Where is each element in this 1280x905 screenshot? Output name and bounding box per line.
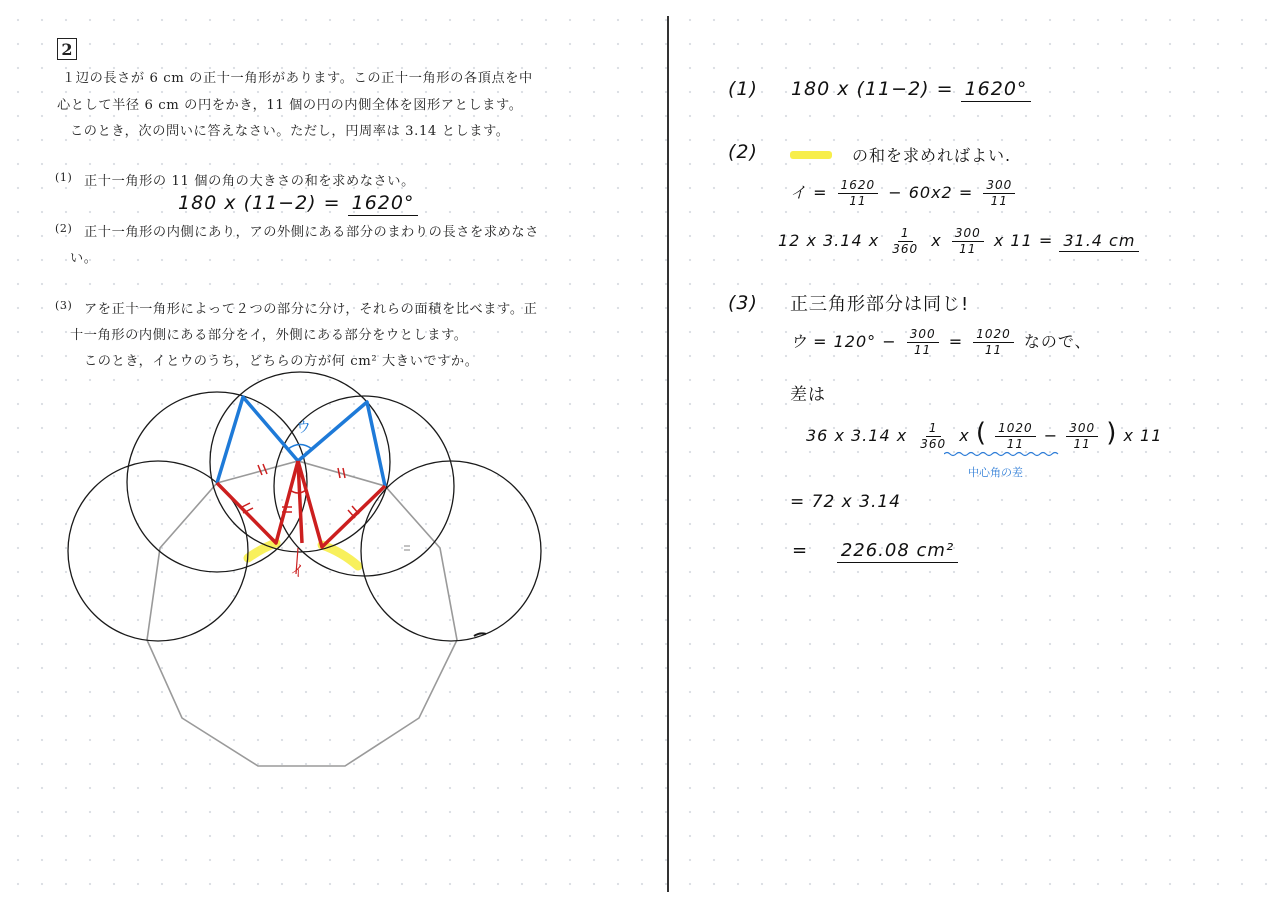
q2-line-1: 正十一角形の内側にあり，アの外側にある部分のまわりの長さを求めなさ	[84, 225, 539, 240]
page-divider	[667, 16, 669, 892]
s2-line1: イ = $\frac{1620}{11}$ − 60x2 = $\frac{300}{11}$	[790, 178, 1019, 209]
s2-label: (2)	[728, 141, 758, 163]
q2-number: (2)	[55, 222, 73, 235]
q2-line-2: い。	[70, 251, 98, 266]
s3-line3: 36 x 3.14 x $\frac{1}{360}$ x ( $\frac{1020}{11}$ − $\frac{300}{11}$ ) x 11	[806, 418, 1163, 451]
highlight-arc-left	[248, 543, 276, 558]
s3-answer: 226.08 cm²	[837, 540, 958, 563]
q3-line-3: このとき，イとウのうち，どちらの方が何 cm² 大きいですか。	[84, 354, 479, 369]
wavy-underline	[944, 450, 1060, 458]
circle	[361, 461, 541, 641]
s2-note: の和を求めればよい.	[852, 146, 1012, 165]
label-i: イ	[290, 562, 307, 580]
highlight-swatch	[790, 151, 832, 159]
intro-line-1: １辺の長さが 6 cm の正十一角形があります。この正十一角形の各頂点を中	[62, 71, 533, 86]
solution-1	[728, 78, 1031, 100]
problem-number: 2	[57, 38, 77, 60]
s1-expr: 180 x (11−2) =	[790, 78, 954, 100]
q1-answer-result: 1620°	[348, 192, 419, 216]
s1-answer: 1620°	[961, 78, 1032, 102]
s3-label: (3)	[728, 292, 758, 314]
s3-line2: 差は	[790, 385, 826, 405]
q3-number: (3)	[55, 299, 73, 312]
s3-line5: = 226.08 cm²	[792, 540, 958, 561]
intro-line-3: このとき，次の問いに答えなさい。ただし，円周率は 3.14 とします。	[70, 124, 510, 139]
label-u: ウ	[296, 418, 313, 436]
s3-note: 中心角の差	[968, 466, 1023, 479]
blue-triangle-left	[217, 397, 298, 483]
intro-line-2: 心として半径 6 cm の円をかき，11 個の円の内側全体を図形アとします。	[57, 98, 523, 113]
s1-label: (1)	[728, 78, 758, 100]
s2-line2: 12 x 3.14 x $\frac{1}{360}$ x $\frac{300}{11}$ x 11 = 31.4 cm	[778, 226, 1139, 257]
hendecagon	[147, 461, 457, 766]
q1-answer-expr: 180 x (11−2) =	[178, 192, 341, 214]
s2-answer: 31.4 cm	[1059, 231, 1139, 252]
q3-line-1: アを正十一角形によって２つの部分に分け，それらの面積を比べます。正	[84, 302, 538, 317]
q1-text: 正十一角形の 11 個の角の大きさの和を求めなさい。	[84, 174, 415, 189]
s3-line1: ウ = 120° − $\frac{300}{11}$ = $\frac{1020}{11}$ なので、	[790, 327, 1092, 357]
s3-line0: 正三角形部分は同じ!	[790, 294, 970, 315]
q1-number: (1)	[55, 171, 73, 184]
s3-line4: = 72 x 3.14	[790, 492, 901, 512]
q3-line-2: 十一角形の内側にある部分をイ，外側にある部分をウとします。	[70, 328, 468, 343]
